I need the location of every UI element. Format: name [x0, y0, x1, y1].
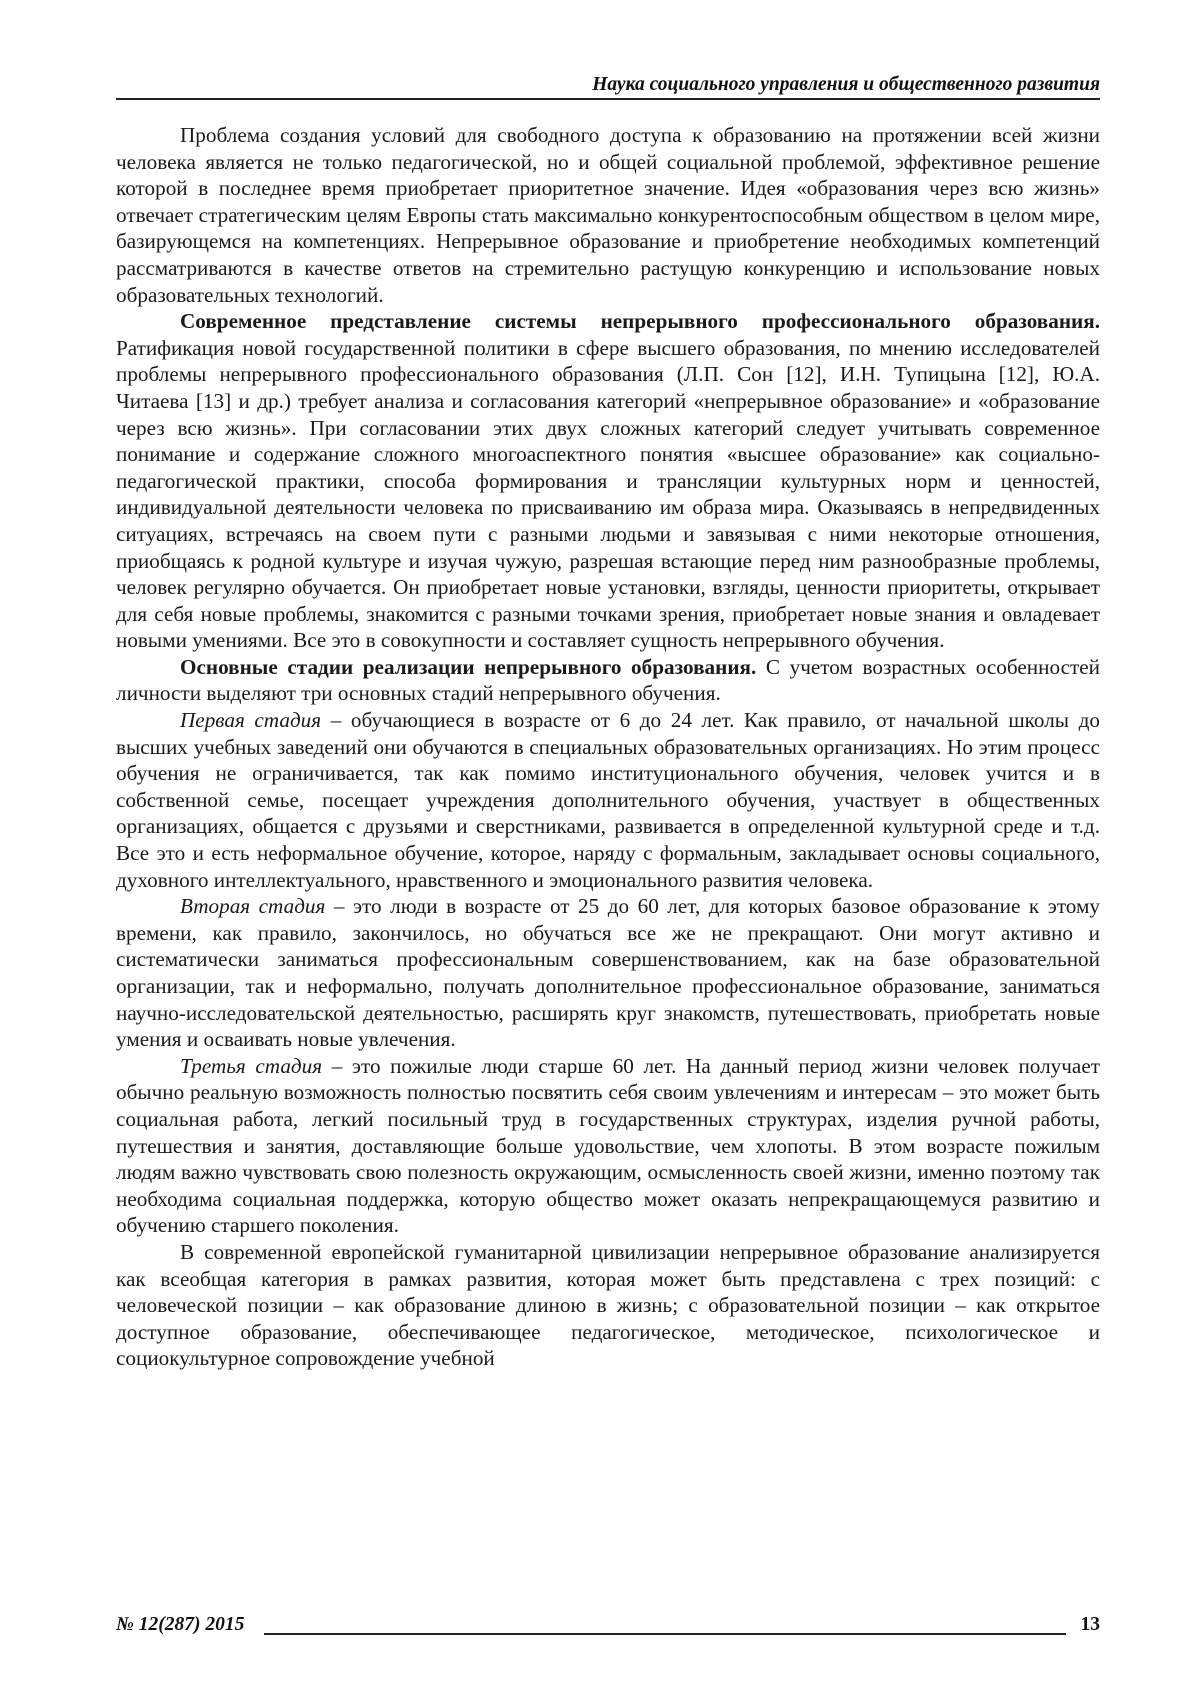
paragraph: [116, 707, 1100, 893]
running-header: [116, 74, 1100, 100]
stage-label: Первая стадия: [180, 708, 321, 732]
section-heading: Современное представление системы непрерывного профессионального образования.: [180, 309, 1100, 333]
paragraph: [116, 654, 1100, 707]
paragraph-text: С учетом возрастных особенностей личности выделяют три основных стадий непрерывного обучения.: [116, 655, 1100, 706]
paragraph-text: – обучающиеся в возрасте от 6 до 24 лет. Как правило, от начальной школы до высших учебных заведений они обучаются в специальных образовательных организациях. Но этим процесс обучения не ограничивается, так как помимо институционального обучения, человек учится и в собственной семье, посещает учреждения дополнительного обучения, участвует в общественных организациях, общается с друзьями и сверстниками, развивается в определенной культурной среде и т.д. Все это и есть неформальное обучение, которое, наряду с формальным, закладывает основы социального, духовного интеллектуального, нравственного и эмоционального развития человека.: [116, 708, 1100, 892]
paragraph-text: – это люди в возрасте от 25 до 60 лет, для которых базовое образование к этому времени, как правило, закончилось, но обучаться все же не прекращают. Они могут активно и систематически заниматься профессиональным совершенствованием, как на базе образовательной организации, так и неформально, получать дополнительное профессиональное образование, заниматься научно-исследовательской деятельностью, расширять круг знакомств, путешествовать, приобретать новые умения и осваивать новые увлечения.: [116, 894, 1100, 1051]
header-rule: [116, 98, 1100, 100]
issue-number: № 12(287) 2015: [116, 1614, 248, 1636]
page-number: 13: [1073, 1614, 1101, 1636]
journal-page: [0, 0, 1200, 1698]
paragraph: [116, 122, 1100, 308]
paragraph-text: Ратификация новой государственной политики в сфере высшего образования, по мнению исследователей проблемы непрерывного профессионального образования (Л.П. Сон [12], И.Н. Тупицына [12], Ю.А. Читаева [13] и др.) требует анализа и согласования категорий «непрерывное образование» и «образование через всю жизнь». При согласовании этих двух сложных категорий следует учитывать современное понимание и содержание сложного многоаспектного понятия «высшее образование» как социально-педагогической практики, способа формирования и трансляции культурных норм и ценностей, индивидуальной деятельности человека по присваиванию им образа мира. Оказываясь в непредвиденных ситуациях, встречаясь на своем пути с разными людьми и завязывая с ними некоторые отношения, приобщаясь к родной культуре и изучая чужую, разрешая встающие перед ним разнообразные проблемы, человек регулярно обучается. Он приобретает новые установки, взгляды, ценности приоритеты, открывает для себя новые проблемы, знакомится с разными точками зрения, приобретает новые знания и овладевает новыми умениями. Все это в совокупности и составляет сущность непрерывного обучения.: [116, 336, 1100, 653]
section-heading: Основные стадии реализации непрерывного образования.: [180, 655, 756, 679]
running-footer: [116, 1614, 1100, 1644]
journal-title: Наука социального управления и общественного развития: [592, 74, 1100, 96]
paragraph-text: – это пожилые люди старше 60 лет. На данный период жизни человек получает обычно реальную возможность полностью посвятить себя своим увлечениям и интересам – это может быть социальная работа, легкий посильный труд в государственных структурах, изделия ручной работы, путешествия и занятия, доставляющие больше удовольствие, чем хлопоты. В этом возрасте пожилым людям важно чувствовать свою полезность окружающим, осмысленность своей жизни, именно поэтому так необходима социальная поддержка, которую общество может оказать непрекращающемуся развитию и обучению старшего поколения.: [116, 1054, 1100, 1238]
footer-rule: [264, 1633, 1066, 1635]
paragraph: [116, 1239, 1100, 1372]
stage-label: Вторая стадия: [180, 894, 325, 918]
article-body: [116, 122, 1100, 1372]
paragraph-text: В современной европейской гуманитарной цивилизации непрерывное образование анализируется как всеобщая категория в рамках развития, которая может быть представлена с трех позиций: с человеческой позиции – как образование длиною в жизнь; с образовательной позиции – как открытое доступное образование, обеспечивающее педагогическое, методическое, психологическое и социокультурное сопровождение учебной: [116, 1240, 1100, 1370]
paragraph-text: Проблема создания условий для свободного доступа к образованию на протяжении всей жизни человека является не только педагогической, но и общей социальной проблемой, эффективное решение которой в последнее время приобретает приоритетное значение. Идея «образования через всю жизнь» отвечает стратегическим целям Европы стать максимально конкурентоспособным обществом в целом мире, базирующемся на компетенциях. Непрерывное образование и приобретение необходимых компетенций рассматриваются в качестве ответов на стремительно растущую конкуренцию и использование новых образовательных технологий.: [116, 123, 1100, 307]
paragraph: [116, 1053, 1100, 1239]
paragraph: [116, 893, 1100, 1053]
paragraph: [116, 308, 1100, 654]
stage-label: Третья стадия: [180, 1054, 322, 1078]
